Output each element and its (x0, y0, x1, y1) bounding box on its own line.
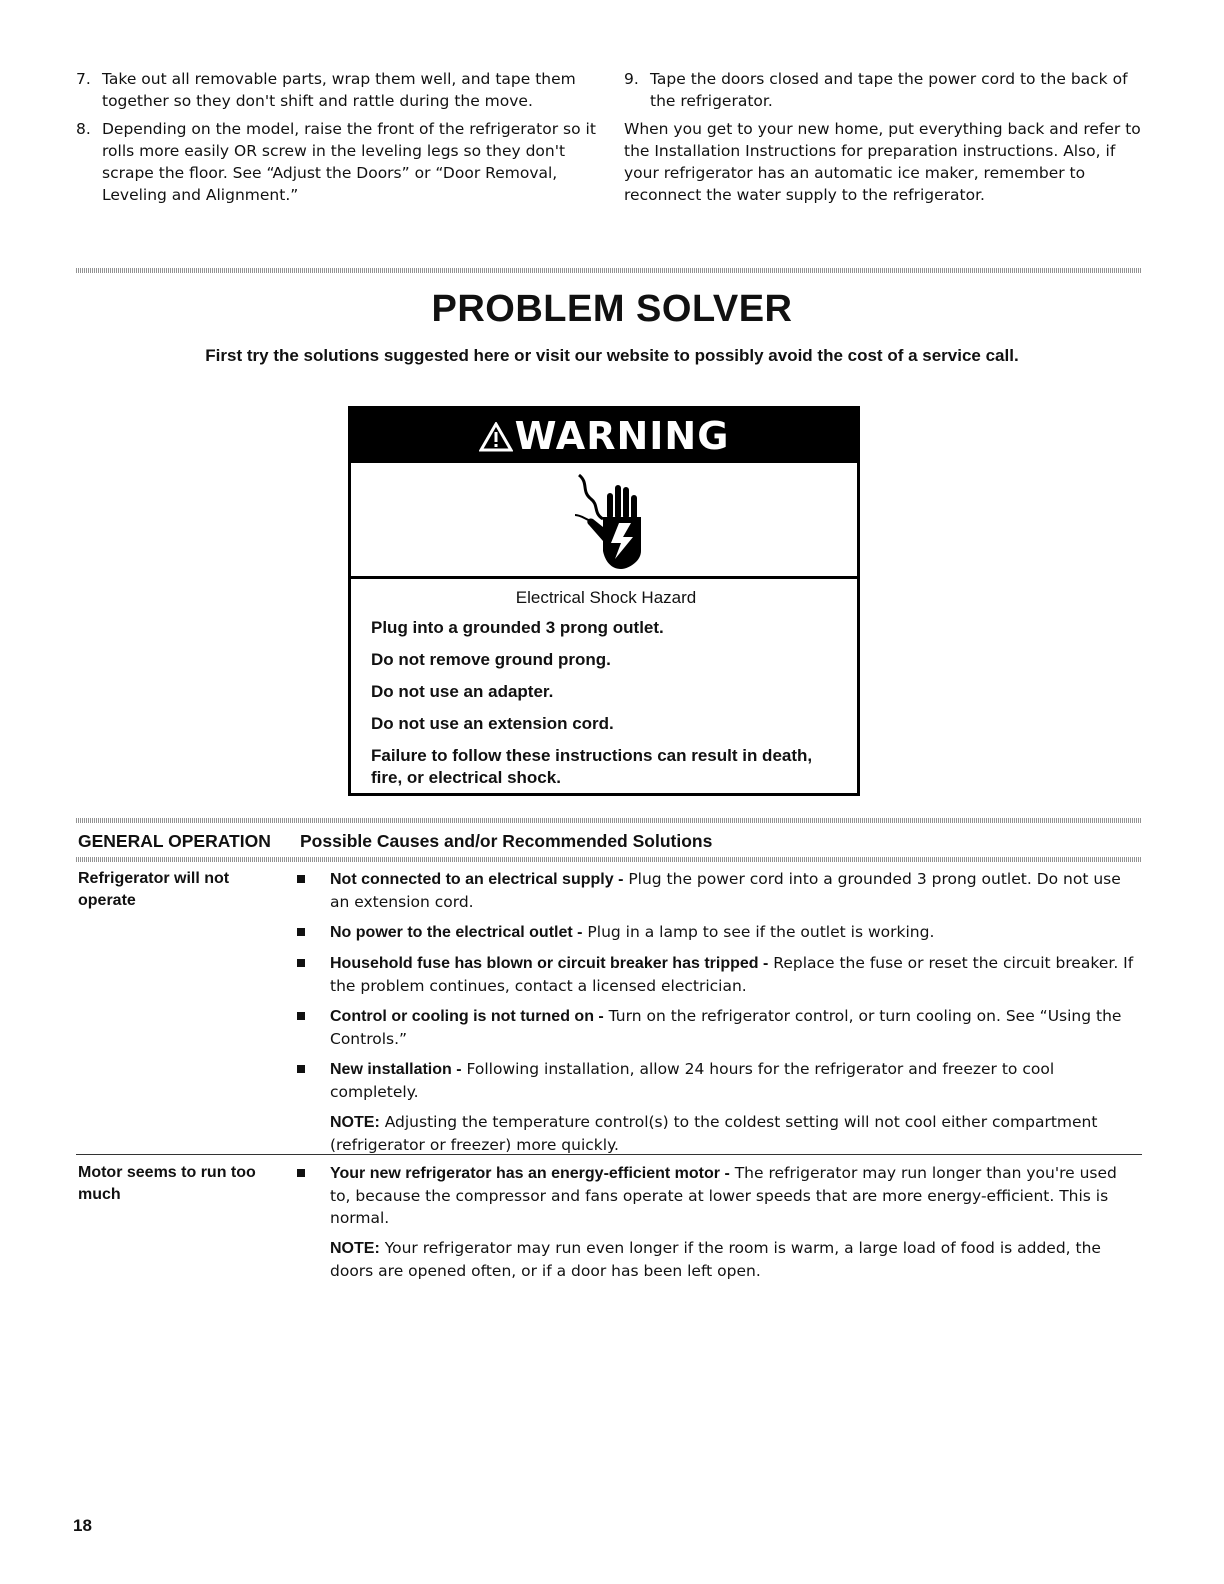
top-right-column (624, 68, 1144, 212)
solution-text: Replace the fuse or reset the circuit breaker. If the problem continues, contact a licensed electrician. (330, 954, 1134, 995)
solution-item (288, 868, 1138, 913)
top-left-column (76, 68, 596, 212)
solution-item (288, 1005, 1138, 1050)
list-text: Tape the doors closed and tape the power cord to the back of the refrigerator. (650, 70, 1128, 110)
list-number: 7. (76, 70, 91, 88)
solution-cause: New installation - (330, 1061, 462, 1078)
warning-line: Do not use an extension cord. (371, 714, 614, 733)
solution-item (288, 921, 1138, 944)
bullet-icon (297, 928, 305, 936)
problem-label: Motor seems to run too much (78, 1164, 256, 1203)
list-number: 9. (624, 70, 639, 88)
note-label: NOTE: (330, 1114, 380, 1131)
warning-line: Do not use an adapter. (371, 682, 554, 701)
list-text: Take out all removable parts, wrap them well, and tape them together so they don't shift and rattle during the move. (102, 70, 576, 110)
solution-text: The refrigerator may run longer than you're used to, because the compressor and fans operate at lower speeds that are more energy-efficient. This is normal. (330, 1164, 1117, 1227)
warning-hazard-title: Electrical Shock Hazard (515, 588, 697, 607)
bullet-icon (297, 1169, 305, 1177)
table-header-category: GENERAL OPERATION (78, 831, 271, 851)
warning-banner (351, 409, 857, 463)
warning-line: Failure to follow these instructions can result in death, fire, or electrical shock. (371, 746, 813, 787)
solutions-list (288, 868, 1138, 1164)
list-item (624, 68, 1144, 112)
bullet-icon (297, 959, 305, 967)
list-item (76, 118, 596, 206)
solution-item (288, 1162, 1138, 1229)
solution-text: Plug in a lamp to see if the outlet is working. (582, 923, 935, 941)
warning-line: Plug into a grounded 3 prong outlet. (371, 618, 664, 637)
warning-line: Do not remove ground prong. (371, 650, 611, 669)
list-text: Depending on the model, raise the front of the refrigerator so it rolls more easily OR screw in the leveling legs so they don't scrape the floor. See “Adjust the Doors” or “Door Removal, Leveling and Alignment.” (102, 120, 596, 204)
warning-triangle-icon (479, 412, 513, 466)
page-number: 18 (73, 1516, 92, 1535)
shock-icon-area (351, 463, 857, 579)
list-item (76, 68, 596, 112)
solutions-list (288, 1162, 1138, 1290)
row-divider (76, 1154, 1142, 1155)
solution-cause: Household fuse has blown or circuit breaker has tripped - (330, 955, 769, 972)
list-number: 8. (76, 120, 91, 138)
problem-label: Refrigerator will not operate (78, 870, 230, 909)
solution-text: Plug the power cord into a grounded 3 prong outlet. Do not use an extension cord. (330, 870, 1121, 911)
solution-cause: Control or cooling is not turned on - (330, 1008, 604, 1025)
bullet-icon (297, 1012, 305, 1020)
bullet-icon (297, 875, 305, 883)
note-label: NOTE: (330, 1240, 380, 1257)
table-top-rule (76, 818, 1142, 823)
page-subtitle: First try the solutions suggested here or visit our website to possibly avoid the cost of a service call. (205, 346, 1019, 365)
solution-text: Turn on the refrigerator control, or turn cooling on. See “Using the Controls.” (330, 1007, 1122, 1048)
warning-banner-text: WARNING (514, 414, 730, 458)
solution-item (288, 1058, 1138, 1103)
table-header (76, 828, 1142, 854)
electrical-shock-hand-icon (563, 465, 653, 575)
solution-cause: Not connected to an electrical supply - (330, 871, 624, 888)
section-divider (76, 268, 1142, 273)
solution-note (288, 1237, 1138, 1282)
move-paragraph: When you get to your new home, put everything back and refer to the Installation Instructions for preparation instructions. Also, if your refrigerator has an automatic ice maker, remember to reconnect the water supply to the refrigerator. (624, 120, 1141, 204)
solution-cause: No power to the electrical outlet - (330, 924, 583, 941)
table-header-rule (76, 857, 1142, 862)
bullet-icon (297, 1065, 305, 1073)
solution-note (288, 1111, 1138, 1156)
warning-box (348, 406, 860, 796)
warning-text (371, 583, 841, 799)
solution-cause: Your new refrigerator has an energy-efficient motor - (330, 1165, 730, 1182)
solution-text: Following installation, allow 24 hours for the refrigerator and freezer to cool completely. (330, 1060, 1055, 1101)
solution-item (288, 952, 1138, 997)
note-text: Your refrigerator may run even longer if the room is warm, a large load of food is added, the doors are opened often, or if a door has been left open. (330, 1239, 1101, 1280)
note-text: Adjusting the temperature control(s) to the coldest setting will not cool either compartment (refrigerator or freezer) more quickly. (330, 1113, 1098, 1154)
page-title: PROBLEM SOLVER (431, 288, 793, 330)
table-header-solutions: Possible Causes and/or Recommended Solutions (300, 831, 713, 851)
